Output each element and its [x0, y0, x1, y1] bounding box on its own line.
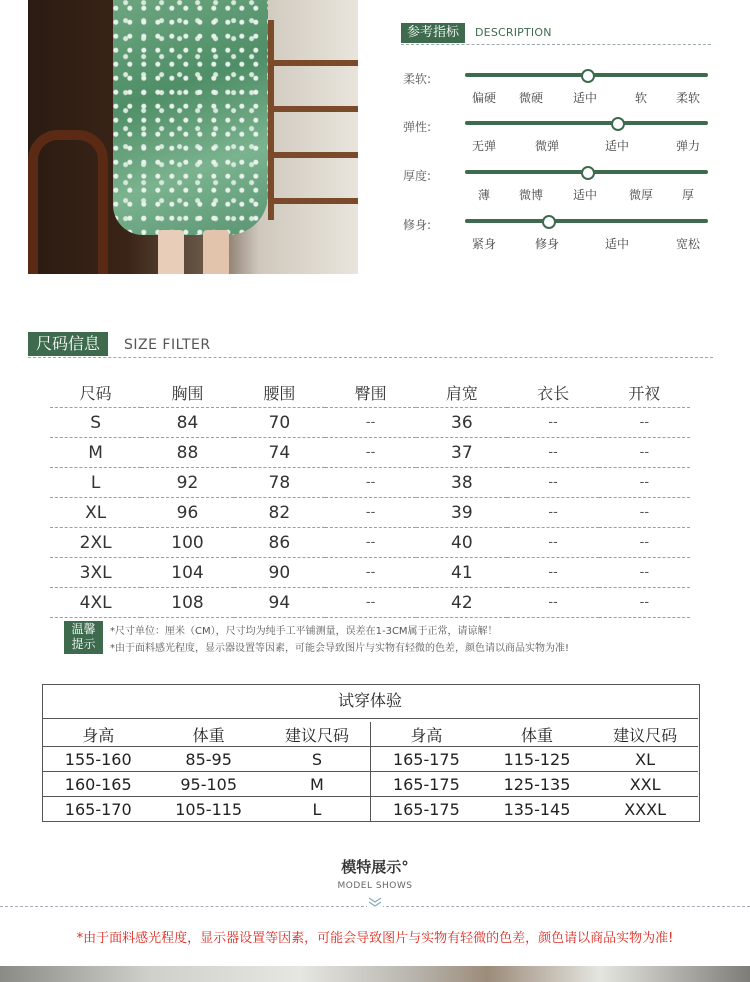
attribute-scale-label: 紧身 — [471, 237, 497, 251]
tip-text-1: *尺寸单位：厘米（CM），尺寸均为纯手工平铺测量，误差在1-3CM属于正常，请谅解！ — [110, 626, 498, 637]
attribute-label: 弹性: — [403, 120, 432, 134]
try-on-cell: 95-105 — [153, 772, 263, 797]
attribute-scale-label: 适中 — [604, 139, 630, 153]
size-column-header: 开衩 — [599, 378, 690, 408]
size-cell: -- — [507, 438, 598, 468]
tip-badge — [64, 621, 103, 654]
try-on-cell: 160-165 — [43, 772, 153, 797]
attribute-scale-label: 微博 — [518, 188, 544, 202]
try-on-cell: 85-95 — [153, 747, 263, 772]
size-column-header: 胸围 — [141, 378, 233, 408]
size-cell: 108 — [141, 588, 233, 618]
try-on-cell: 125-135 — [482, 772, 592, 797]
size-cell: -- — [325, 498, 416, 528]
size-cell: -- — [599, 438, 690, 468]
size-cell: 41 — [416, 558, 507, 588]
size-cell: 40 — [416, 528, 507, 558]
size-cell: -- — [599, 468, 690, 498]
size-info-tag: 尺码信息 — [28, 332, 108, 356]
try-on-column-header: 体重 — [520, 725, 553, 745]
try-on-cell: XL — [592, 747, 698, 772]
attribute-track — [465, 219, 708, 223]
size-cell: 74 — [234, 438, 325, 468]
size-cell: 86 — [234, 528, 325, 558]
size-cell: S — [50, 408, 141, 438]
attribute-scale-label: 软 — [634, 91, 648, 105]
size-info-divider — [28, 357, 713, 358]
size-cell: -- — [507, 468, 598, 498]
attribute-scale-label: 偏硬 — [471, 91, 497, 105]
size-info-title-en: SIZE FILTER — [124, 337, 211, 353]
size-cell: -- — [507, 498, 598, 528]
attribute-scale-label: 宽松 — [675, 237, 701, 251]
table-row — [50, 528, 690, 558]
tip-text-2: *由于面料感光程度，显示器设置等因素，可能会导致图片与实物有轻微的色差，颜色请以商品实物为准! — [110, 643, 570, 654]
attribute-scale-label: 薄 — [477, 188, 491, 202]
description-tag: 参考指标 — [401, 23, 465, 43]
try-on-cell: 105-115 — [153, 797, 263, 822]
attribute-knob — [581, 166, 595, 180]
size-cell: 104 — [141, 558, 233, 588]
description-divider — [401, 44, 711, 45]
size-cell: 90 — [234, 558, 325, 588]
size-column-header: 腰围 — [234, 378, 325, 408]
try-on-column-header: 体重 — [192, 725, 225, 745]
table-row — [43, 772, 698, 797]
size-cell: -- — [599, 498, 690, 528]
try-on-cell: 165-175 — [370, 747, 481, 772]
description-title-en: DESCRIPTION — [475, 26, 552, 39]
attribute-scale-label: 修身 — [534, 237, 560, 251]
size-cell: -- — [507, 528, 598, 558]
attribute-track — [465, 121, 708, 125]
size-cell: 96 — [141, 498, 233, 528]
size-cell: 92 — [141, 468, 233, 498]
try-on-column-header: 建议尺码 — [613, 725, 678, 745]
attribute-knob — [542, 215, 556, 229]
size-cell: M — [50, 438, 141, 468]
attribute-scale-label: 适中 — [572, 91, 598, 105]
attribute-scale-label: 厚 — [681, 188, 695, 202]
try-on-column-header: 建议尺码 — [264, 722, 371, 747]
table-row — [43, 797, 698, 822]
color-disclaimer: *由于面料感光程度，显示器设置等因素，可能会导致图片与实物有轻微的色差，颜色请以商品实物为准! — [76, 931, 674, 946]
size-cell: 88 — [141, 438, 233, 468]
try-on-cell: 155-160 — [43, 747, 153, 772]
size-cell: -- — [507, 558, 598, 588]
size-cell: XL — [50, 498, 141, 528]
model-shows-subtitle: MODEL SHOWS — [337, 881, 413, 891]
try-on-cell: L — [264, 797, 371, 822]
product-photo — [28, 0, 358, 274]
size-cell: 82 — [234, 498, 325, 528]
attribute-scale-label: 适中 — [572, 188, 598, 202]
size-cell: 36 — [416, 408, 507, 438]
size-table-header — [50, 378, 690, 408]
size-table — [50, 378, 690, 618]
size-column-header: 衣长 — [507, 378, 598, 408]
size-cell: -- — [599, 588, 690, 618]
chevron-down-icon — [367, 896, 383, 908]
attribute-knob — [611, 117, 625, 131]
table-row — [50, 438, 690, 468]
try-on-cell: XXL — [592, 772, 698, 797]
size-cell: -- — [599, 558, 690, 588]
size-cell: 38 — [416, 468, 507, 498]
attribute-label: 厚度: — [403, 169, 432, 183]
size-cell: -- — [599, 408, 690, 438]
table-row — [50, 408, 690, 438]
size-cell: 4XL — [50, 588, 141, 618]
size-column-header: 尺码 — [50, 378, 141, 408]
table-row — [50, 588, 690, 618]
size-column-header: 肩宽 — [416, 378, 507, 408]
size-cell: 42 — [416, 588, 507, 618]
attribute-scale-label: 适中 — [604, 237, 630, 251]
size-cell: 39 — [416, 498, 507, 528]
attribute-scale-label: 微硬 — [518, 91, 544, 105]
size-cell: 84 — [141, 408, 233, 438]
table-row — [50, 468, 690, 498]
try-on-cell: 135-145 — [482, 797, 592, 822]
model-photo-strip — [0, 966, 750, 982]
try-on-title: 试穿体验 — [42, 684, 698, 719]
size-cell: 37 — [416, 438, 507, 468]
try-on-cell: 115-125 — [482, 747, 592, 772]
tip-badge-line2: 提示 — [71, 637, 96, 651]
photo-leg — [158, 230, 184, 274]
size-cell: -- — [325, 468, 416, 498]
table-row — [43, 747, 698, 772]
size-cell: -- — [507, 588, 598, 618]
size-cell: 3XL — [50, 558, 141, 588]
attribute-scale-label: 无弹 — [471, 139, 497, 153]
attribute-knob — [581, 69, 595, 83]
size-column-header: 臀围 — [325, 378, 416, 408]
photo-dress — [113, 0, 268, 235]
attribute-scale-label: 柔软 — [675, 91, 701, 105]
table-row — [50, 558, 690, 588]
size-cell: 94 — [234, 588, 325, 618]
size-cell: -- — [325, 528, 416, 558]
photo-shelf — [268, 20, 358, 220]
size-cell: 100 — [141, 528, 233, 558]
try-on-cell: 165-170 — [43, 797, 153, 822]
size-cell: L — [50, 468, 141, 498]
size-cell: -- — [507, 408, 598, 438]
size-cell: -- — [325, 408, 416, 438]
try-on-table — [43, 722, 698, 821]
attribute-scale-label: 微弹 — [534, 139, 560, 153]
photo-chair — [28, 130, 108, 274]
attribute-label: 柔软: — [403, 72, 432, 86]
try-on-cell: S — [264, 747, 371, 772]
try-on-cell: 165-175 — [370, 772, 481, 797]
model-shows-title: 模特展示° — [341, 858, 409, 876]
try-on-column-header: 身高 — [82, 725, 115, 745]
try-on-cell: 165-175 — [370, 797, 481, 822]
try-on-cell: XXXL — [592, 797, 698, 822]
size-cell: -- — [325, 558, 416, 588]
tip-badge-line1: 温馨 — [71, 622, 96, 636]
attribute-scale-label: 微厚 — [628, 188, 654, 202]
size-cell: -- — [599, 528, 690, 558]
try-on-header — [43, 722, 698, 747]
attribute-label: 修身: — [403, 218, 432, 232]
table-row — [50, 498, 690, 528]
size-cell: 78 — [234, 468, 325, 498]
attribute-scale-label: 弹力 — [675, 139, 701, 153]
try-on-cell: M — [264, 772, 371, 797]
try-on-column-header: 身高 — [410, 725, 443, 745]
size-cell: -- — [325, 588, 416, 618]
size-cell: 2XL — [50, 528, 141, 558]
size-cell: 70 — [234, 408, 325, 438]
photo-leg — [203, 230, 229, 274]
size-cell: -- — [325, 438, 416, 468]
